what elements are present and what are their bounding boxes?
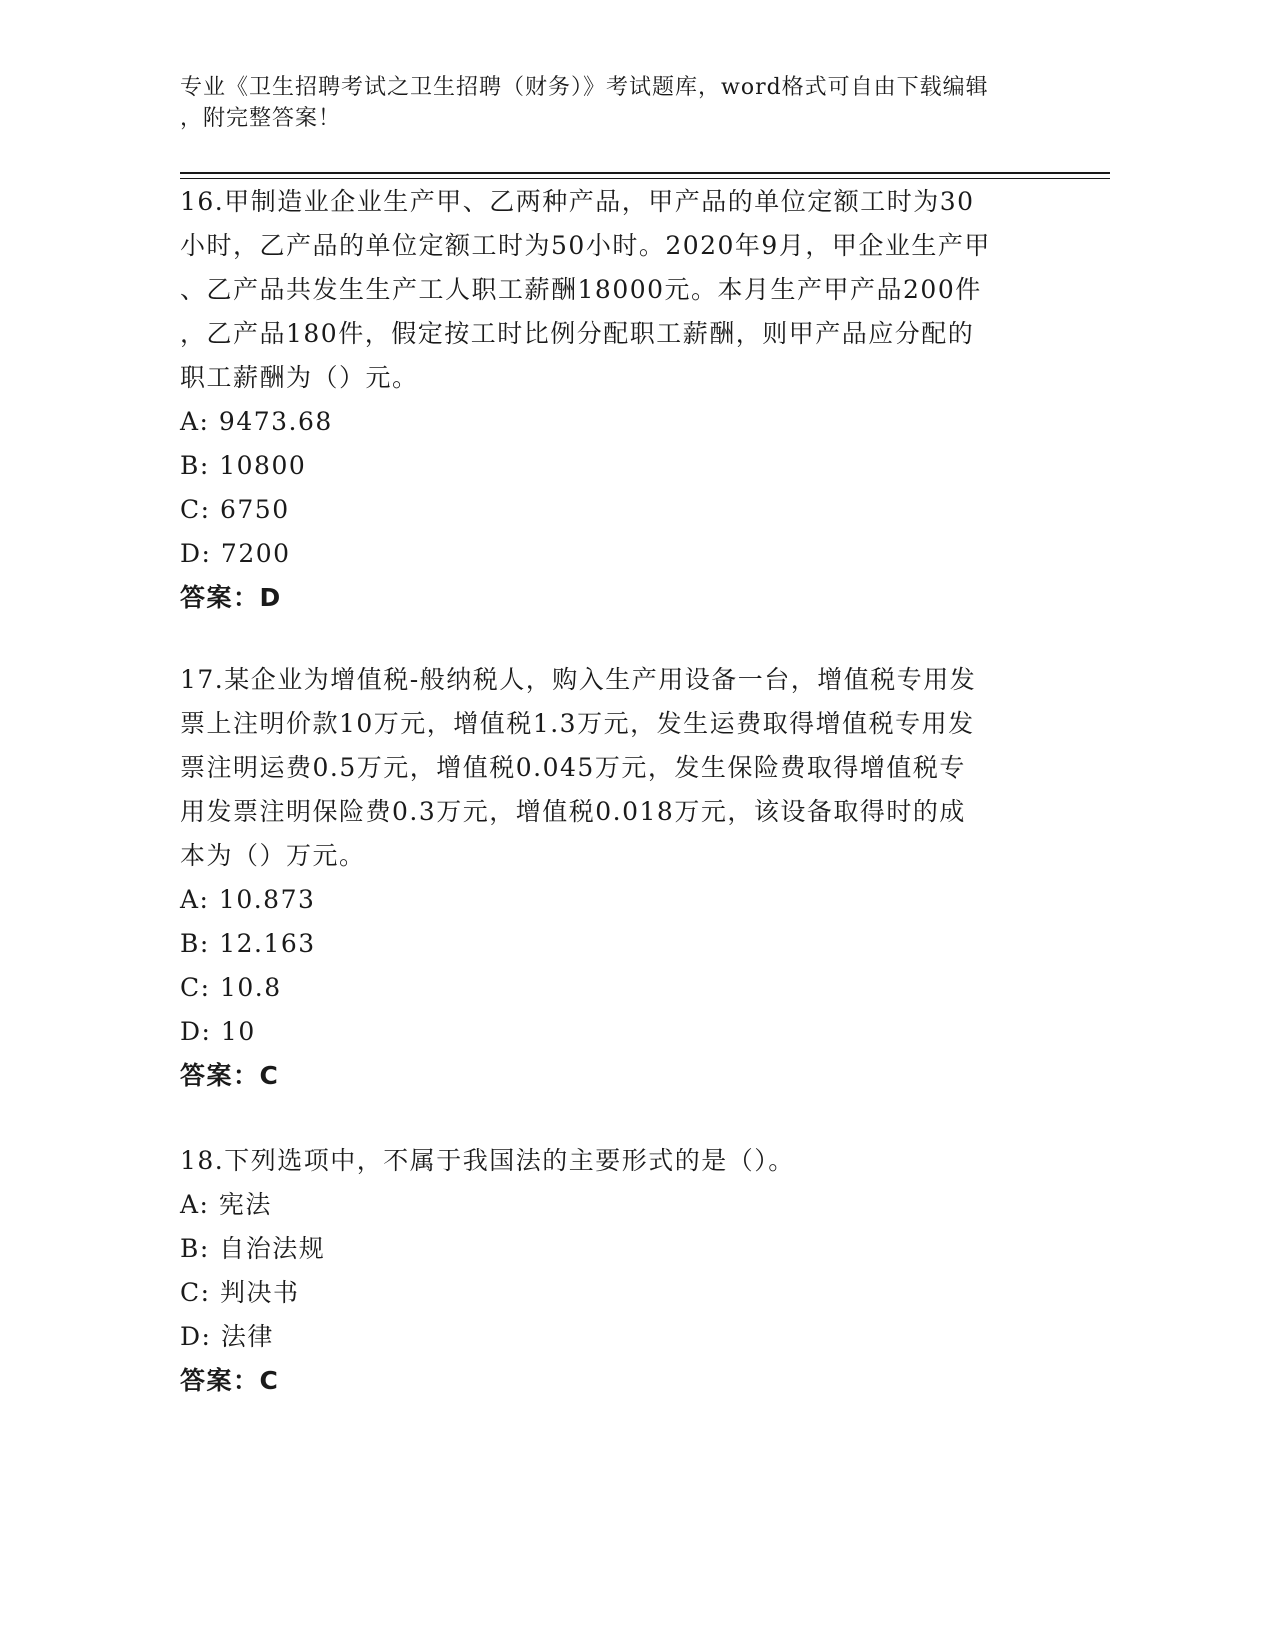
question-stem-line: 职工薪酬为（）元。 [180, 363, 419, 392]
option-b: B: 10800 [180, 451, 307, 480]
option-d: D: 7200 [180, 539, 291, 568]
question-stem-line: 小时，乙产品的单位定额工时为50小时。2020年9月，甲企业生产甲 [180, 231, 991, 260]
question-stem-line: ，乙产品180件，假定按工时比例分配职工薪酬，则甲产品应分配的 [180, 319, 975, 348]
option-a: A: 9473.68 [180, 407, 333, 436]
question-18 [180, 1139, 1060, 1403]
option-d: D: 法律 [180, 1322, 274, 1351]
option-a: A: 10.873 [180, 885, 316, 914]
header-divider-thin [180, 178, 1110, 179]
question-stem-line: 票上注明价款10万元，增值税1.3万元，发生运费取得增值税专用发 [180, 709, 975, 738]
answer-label: 答案：C [180, 1366, 280, 1395]
header-line-2: ，附完整答案！ [180, 106, 342, 131]
question-stem-line: 、乙产品共发生生产工人职工薪酬18000元。本月生产甲产品200件 [180, 275, 982, 304]
option-c: C: 10.8 [180, 973, 282, 1002]
header-divider-thick [180, 172, 1110, 174]
question-stem-line: 18.下列选项中，不属于我国法的主要形式的是（）。 [180, 1146, 795, 1175]
option-c: C: 6750 [180, 495, 290, 524]
option-b: B: 自治法规 [180, 1234, 326, 1263]
question-stem-line: 用发票注明保险费0.3万元，增值税0.018万元，该设备取得时的成 [180, 797, 966, 826]
question-stem-line: 票注明运费0.5万元，增值税0.045万元，发生保险费取得增值税专 [180, 753, 966, 782]
question-17 [180, 658, 1060, 1098]
question-stem-line: 16.甲制造业企业生产甲、乙两种产品，甲产品的单位定额工时为30 [180, 187, 975, 216]
question-stem-line: 17.某企业为增值税-般纳税人，购入生产用设备一台，增值税专用发 [180, 665, 977, 694]
option-c: C: 判决书 [180, 1278, 300, 1307]
document-header [180, 72, 1040, 134]
header-line-1: 专业《卫生招聘考试之卫生招聘（财务）》考试题库，word格式可自由下载编辑 [180, 75, 989, 100]
answer-label: 答案：C [180, 1061, 280, 1090]
question-stem-line: 本为（）万元。 [180, 841, 366, 870]
option-d: D: 10 [180, 1017, 256, 1046]
answer-label: 答案：D [180, 583, 282, 612]
option-b: B: 12.163 [180, 929, 316, 958]
question-16 [180, 180, 1060, 620]
option-a: A: 宪法 [180, 1190, 272, 1219]
